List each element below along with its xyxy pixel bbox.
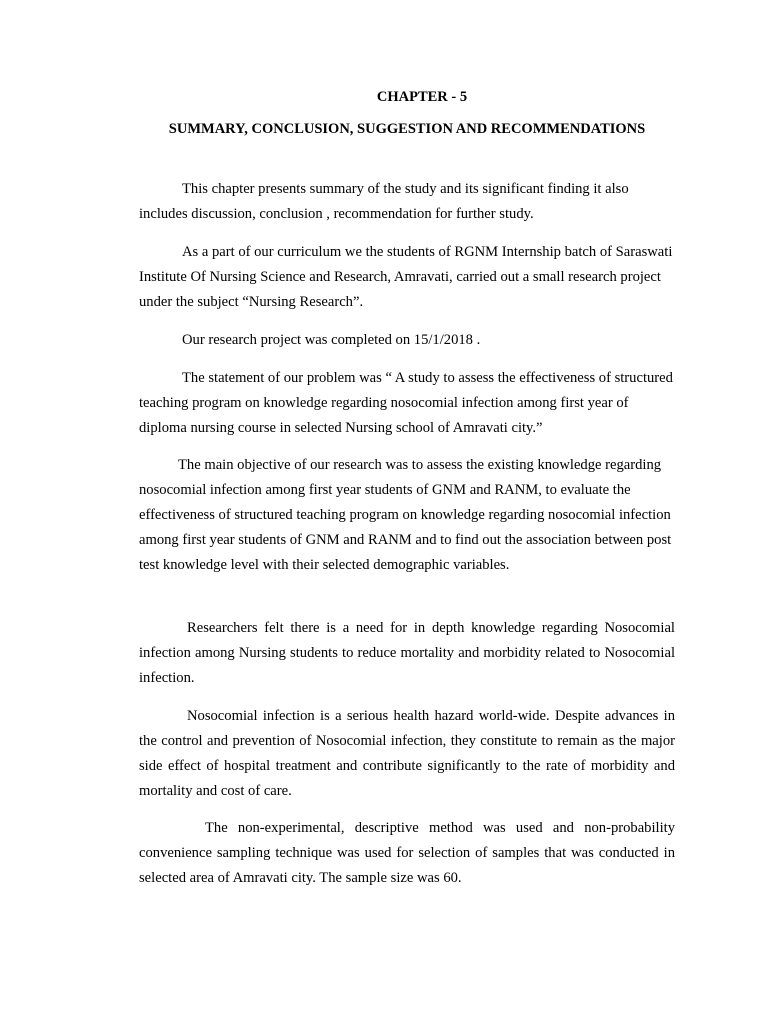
paragraph-method: The non-experimental, descriptive method was used and non-probability convenience sampling technique was used for selection of samples that was conducted in selected area of Amravati city. The sample size was 60. [139,820,675,886]
paragraph-intro: This chapter presents summary of the study and its significant finding it also includes discussion, conclusion , recommendation for further study. [139,181,629,222]
paragraph-objective: The main objective of our research was to assess the existing knowledge regarding nosocomial infection among first year students of GNM and RANM, to evaluate the effectiveness of structured teaching program on knowledge regarding nosocomial infection among first year students of GNM and RANM and to find out the association between post test knowledge level with their selected demographic variables. [139,457,672,573]
paragraph-curriculum: As a part of our curriculum we the students of RGNM Internship batch of Saraswati Institute Of Nursing Science and Research, Amravati, carried out a small research project under the subject “Nursing Research”. [139,244,673,310]
paragraph-problem-statement: The statement of our problem was “ A study to assess the effectiveness of structured teaching program on knowledge regarding nosocomial infection among first year of diploma nursing course in selected Nursing school of Amravati city.” [139,370,673,436]
section-title: SUMMARY, CONCLUSION, SUGGESTION AND RECOMMENDATIONS [168,121,646,137]
paragraph-completion: Our research project was completed on 15/1/2018 . [182,332,481,348]
chapter-heading: CHAPTER - 5 [376,89,468,105]
paragraph-hazard: Nosocomial infection is a serious health hazard world-wide. Despite advances in the control and prevention of Nosocomial infection, they constitute to remain as the major side effect of hospital treatment and contribute significantly to the rate of morbidity and mortality and cost of care. [139,708,675,799]
paragraph-need: Researchers felt there is a need for in depth knowledge regarding Nosocomial infection among Nursing students to reduce mortality and morbidity related to Nosocomial infection. [139,620,675,686]
